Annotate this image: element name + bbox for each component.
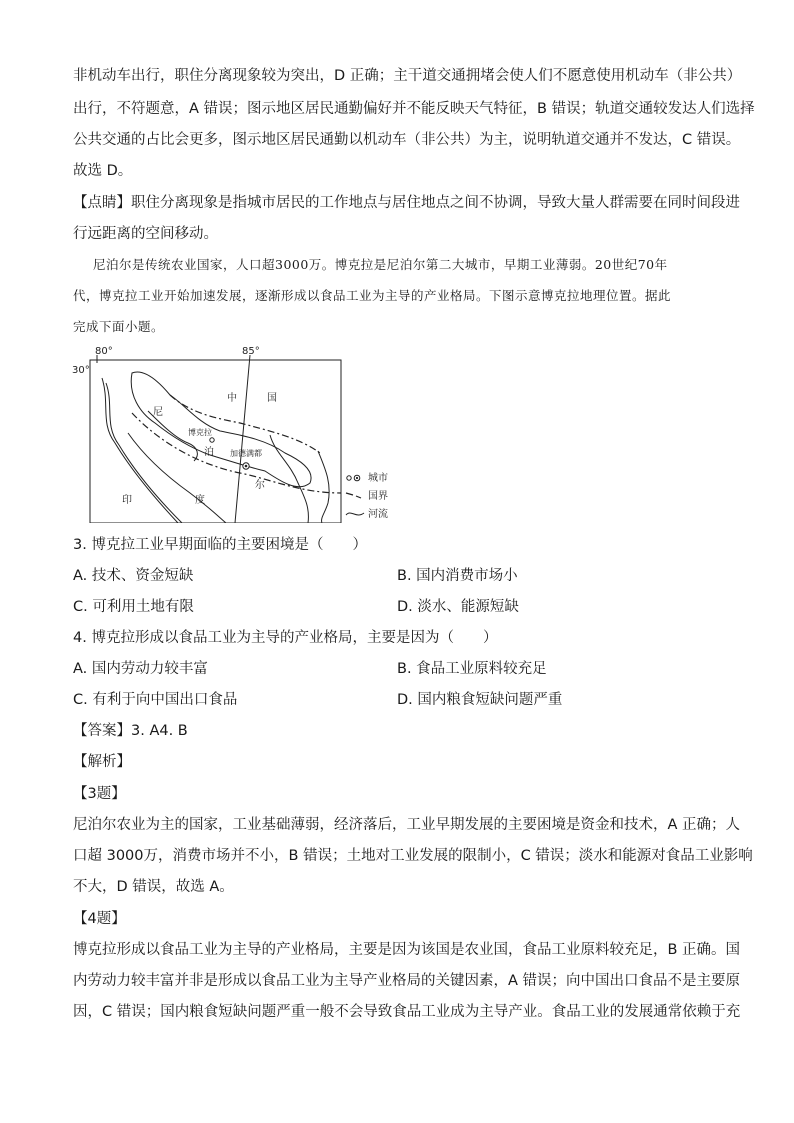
river-6 xyxy=(318,451,329,523)
kathmandu-marker-inner xyxy=(245,465,248,468)
label-bo: 泊 xyxy=(204,447,214,458)
legend-border-icon xyxy=(346,493,361,498)
lon-label-85: 85° xyxy=(242,346,260,357)
lon-label-80: 80° xyxy=(95,346,113,357)
section-4-header: 【4题】 xyxy=(73,911,126,927)
q4-option-b[interactable]: B. 食品工业原料较充足 xyxy=(397,661,547,677)
q3-option-b[interactable]: B. 国内消费市场小 xyxy=(397,568,518,584)
section-4-line-2: 内劳动力较丰富并非是形成以食品工业为主导产业格局的关键因素，A 错误；向中国出口食品不是主要原 xyxy=(73,973,741,989)
legend-border-label: 国界 xyxy=(368,491,388,502)
paragraph-p1: 非机动车出行，职住分离现象较为突出，D 正确；主干道交通拥堵会使人们不愿意使用机动车（非公共） xyxy=(73,68,742,84)
q3-option-c[interactable]: C. 可利用土地有限 xyxy=(73,599,194,615)
legend-city-label: 城市 xyxy=(368,473,388,484)
intro-line-3: 完成下面小题。 xyxy=(73,319,165,334)
analysis-header: 【解析】 xyxy=(73,754,131,770)
q4-option-a[interactable]: A. 国内劳动力较丰富 xyxy=(73,661,208,677)
pokhara-marker xyxy=(210,438,214,442)
label-du: 度 xyxy=(195,495,205,506)
label-kathmandu: 加德满都 xyxy=(230,449,262,458)
meridian-85 xyxy=(235,355,250,523)
label-zhong: 中 xyxy=(227,393,237,404)
q4-option-c[interactable]: C. 有利于向中国出口食品 xyxy=(73,692,238,708)
legend-river-icon xyxy=(346,513,364,515)
label-er: 尔 xyxy=(255,480,265,491)
lat-label-30: 30° xyxy=(72,365,90,376)
answer-line: 【答案】3. A4. B xyxy=(73,723,188,739)
location-map xyxy=(70,343,400,523)
paragraph-p4: 故选 D。 xyxy=(73,163,133,179)
section-4-line-1: 博克拉形成以食品工业为主导的产业格局，主要是因为该国是农业国，食品工业原料较充足，B 正确。国 xyxy=(73,942,741,958)
q4-option-d[interactable]: D. 国内粮食短缺问题严重 xyxy=(397,692,563,708)
q3-option-a[interactable]: A. 技术、资金短缺 xyxy=(73,568,194,584)
river-1 xyxy=(102,378,178,523)
paragraph-p3: 公共交通的占比会更多，图示地区居民通勤以机动车（非公共）为主，说明轨道交通并不发达，C 错误。 xyxy=(73,132,741,148)
section-4-line-3: 因，C 错误；国内粮食短缺问题严重一般不会导致食品工业成为主导产业。食品工业的发展通常依赖于充 xyxy=(73,1004,741,1020)
intro-line-2: 代，博克拉工业开始加速发展，逐渐形成以食品工业为主导的产业格局。下图示意博克拉地理位置。据此 xyxy=(73,288,672,303)
river-5 xyxy=(270,435,308,523)
legend-city-icon-1 xyxy=(347,476,351,480)
section-3-line-2: 口超 3000万，消费市场并不小，B 错误；土地对工业发展的限制小，C 错误；淡水和能源对食品工业影响 xyxy=(73,848,753,864)
legend-river-label: 河流 xyxy=(368,509,388,520)
label-yin: 印 xyxy=(122,495,132,506)
nepal-border xyxy=(131,372,311,487)
q3-stem: 3. 博克拉工业早期面临的主要困境是（ ） xyxy=(73,537,367,553)
legend-city-icon-2-dot xyxy=(356,477,358,479)
label-guo: 国 xyxy=(267,393,277,404)
paragraph-p5: 【点睛】职住分离现象是指城市居民的工作地点与居住地点之间不协调，导致大量人群需要在同时间段进 xyxy=(73,195,740,211)
paragraph-p2: 出行，不符题意，A 错误；图示地区居民通勤偏好并不能反映天气特征，B 错误；轨道交通较发达人们选择 xyxy=(73,101,755,117)
q4-stem: 4. 博克拉形成以食品工业为主导的产业格局，主要是因为（ ） xyxy=(73,630,498,646)
label-ni: 尼 xyxy=(153,407,163,418)
paragraph-p6: 行远距离的空间移动。 xyxy=(73,226,218,242)
section-3-line-1: 尼泊尔农业为主的国家，工业基础薄弱，经济落后，工业早期发展的主要困境是资金和技术，A 正确；人 xyxy=(73,817,741,833)
q3-option-d[interactable]: D. 淡水、能源短缺 xyxy=(397,599,519,615)
section-3-line-3: 不大，D 错误，故选 A。 xyxy=(73,879,234,895)
section-3-header: 【3题】 xyxy=(73,786,126,802)
label-pokhara: 博克拉 xyxy=(188,428,212,437)
border-china xyxy=(170,395,320,453)
intro-line-1: 尼泊尔是传统农业国家，人口超3000万。博克拉是尼泊尔第二大城市，早期工业薄弱。20世纪70年 xyxy=(93,257,668,272)
